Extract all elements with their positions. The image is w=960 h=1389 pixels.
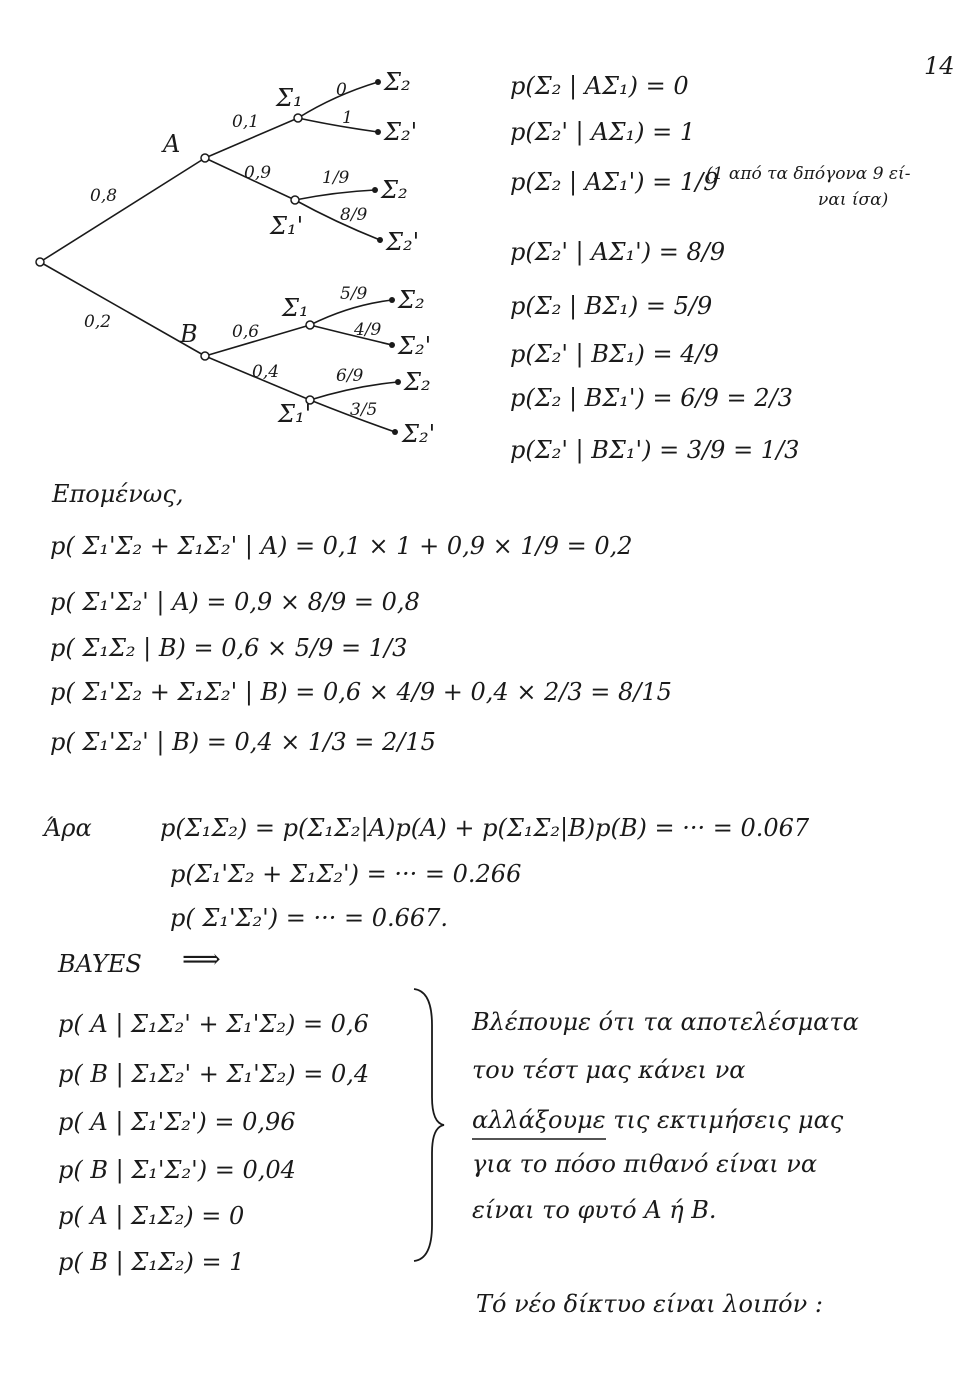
tree-label-B-S1p: Σ₁'	[278, 400, 312, 428]
tree-edge-AS1p-S2	[295, 190, 375, 200]
tree-leaf	[395, 379, 401, 385]
curly-brace	[410, 985, 450, 1265]
ara-line: p( Σ₁'Σ₂') = ··· = 0.667.	[170, 904, 449, 932]
tree-edge-AS1-S2p	[298, 118, 378, 132]
bayes-line: p( A | Σ₁Σ₂' + Σ₁'Σ₂) = 0,6	[58, 1010, 369, 1038]
tree-prob-AS1p-S2p: 8/9	[340, 205, 368, 225]
tree-prob-AS1-S2: 0	[336, 80, 347, 100]
epomenos-label: Επομένως,	[52, 480, 184, 508]
tree-leaf-label: Σ₂'	[384, 118, 418, 146]
remark-line: αλλάξουμε τις εκτιμήσεις μας	[472, 1106, 844, 1134]
conditional-line: p(Σ₂' | AΣ₁) = 1	[510, 118, 696, 146]
closing-line: Τό νέο δίκτυο είναι λοιπόν :	[476, 1290, 823, 1318]
conditional-line: p(Σ₂' | BΣ₁') = 3/9 = 1/3	[510, 436, 800, 464]
tree-prob-B-S1: 0,6	[232, 322, 260, 342]
remark-line: του τέστ μας κάνει να	[472, 1056, 746, 1084]
tree-leaf-label: Σ₂	[381, 176, 408, 204]
bayes-line: p( B | Σ₁Σ₂) = 1	[58, 1248, 245, 1276]
tree-leaf-label: Σ₂'	[386, 228, 420, 256]
tree-prob-BS1p-S2p: 3/5	[350, 400, 378, 420]
tree-leaf	[389, 297, 395, 303]
tree-node-B	[201, 352, 209, 360]
tree-node-A	[201, 154, 209, 162]
tree-prob-B-S1p: 0,4	[252, 362, 280, 382]
tree-leaf	[389, 342, 395, 348]
ara-line: p(Σ₁Σ₂) = p(Σ₁Σ₂|A)p(A) + p(Σ₁Σ₂|B)p(B) = ··· = 0.067	[160, 814, 810, 842]
tree-leaf	[377, 237, 383, 243]
conditional-line: p(Σ₂ | AΣ₁) = 0	[510, 72, 689, 100]
tree-node-AS1p	[291, 196, 299, 204]
tree-prob-AS1p-S2: 1/9	[322, 168, 350, 188]
conditional-note: ναι ίσα)	[818, 190, 889, 210]
remark-line: για το πόσο πιθανό είναι να	[472, 1150, 818, 1178]
tree-leaf	[392, 429, 398, 435]
bayes-label: BAYES	[58, 950, 142, 978]
remark-underline	[472, 1136, 612, 1142]
tree-leaf	[375, 79, 381, 85]
tree-leaf-label: Σ₂	[398, 286, 425, 314]
tree-prob-A-S1p: 0,9	[244, 163, 272, 183]
page-number: 14	[924, 52, 955, 80]
conditional-line: p(Σ₂ | AΣ₁') = 1/9	[510, 168, 719, 196]
bayes-line: p( B | Σ₁Σ₂' + Σ₁'Σ₂) = 0,4	[58, 1060, 370, 1088]
conditional-line: p(Σ₂' | AΣ₁') = 8/9	[510, 238, 726, 266]
tree-node-BS1	[306, 321, 314, 329]
tree-prob-A-S1: 0,1	[232, 112, 260, 132]
bayes-line: p( B | Σ₁'Σ₂') = 0,04	[58, 1156, 296, 1184]
tree-label-A-S1p: Σ₁'	[270, 212, 304, 240]
conditional-note: (1 από τα δπόγονα 9 εί-	[706, 164, 911, 184]
tree-node-AS1	[294, 114, 302, 122]
tree-label-A-S1: Σ₁	[276, 84, 303, 112]
conditional-line: p(Σ₂' | BΣ₁) = 4/9	[510, 340, 719, 368]
conditional-line: p(Σ₂ | BΣ₁') = 6/9 = 2/3	[510, 384, 793, 412]
tree-label-A: A	[163, 130, 181, 158]
tree-leaf	[372, 187, 378, 193]
tree-leaf-label: Σ₂	[384, 68, 411, 96]
bayes-line: p( A | Σ₁Σ₂) = 0	[58, 1202, 245, 1230]
tree-leaf-label: Σ₂'	[402, 420, 436, 448]
tree-label-B: B	[180, 320, 198, 348]
calc-line: p( Σ₁'Σ₂ + Σ₁Σ₂' | A) = 0,1 × 1 + 0,9 × 1/9 = 0,2	[50, 532, 633, 560]
tree-leaf	[375, 129, 381, 135]
remark-line: Βλέπουμε ότι τα αποτελέσματα	[472, 1008, 859, 1036]
tree-prob-BS1-S2p: 4/9	[354, 320, 382, 340]
tree-prob-B: 0,2	[84, 312, 112, 332]
remark-line: είναι το φυτό A ή B.	[472, 1196, 717, 1224]
tree-prob-A: 0,8	[90, 186, 118, 206]
tree-node-root	[36, 258, 44, 266]
tree-prob-AS1-S2p: 1	[342, 108, 353, 128]
tree-edge-root-A	[40, 158, 205, 262]
calc-line: p( Σ₁'Σ₂' | B) = 0,4 × 1/3 = 2/15	[50, 728, 436, 756]
tree-label-B-S1: Σ₁	[282, 294, 309, 322]
tree-prob-BS1p-S2: 6/9	[336, 366, 364, 386]
calc-line: p( Σ₁'Σ₂ + Σ₁Σ₂' | B) = 0,6 × 4/9 + 0,4 × 2/3 = 8/15	[50, 678, 672, 706]
tree-leaf-label: Σ₂'	[398, 332, 432, 360]
ara-label: Άρα	[44, 814, 92, 842]
calc-line: p( Σ₁'Σ₂' | A) = 0,9 × 8/9 = 0,8	[50, 588, 420, 616]
tree-prob-BS1-S2: 5/9	[340, 284, 368, 304]
bayes-line: p( A | Σ₁'Σ₂') = 0,96	[58, 1108, 296, 1136]
bayes-arrow: ⟹	[182, 944, 221, 975]
conditional-line: p(Σ₂ | BΣ₁) = 5/9	[510, 292, 713, 320]
calc-line: p( Σ₁Σ₂ | B) = 0,6 × 5/9 = 1/3	[50, 634, 408, 662]
ara-line: p(Σ₁'Σ₂ + Σ₁Σ₂') = ··· = 0.266	[170, 860, 522, 888]
tree-leaf-label: Σ₂	[404, 368, 431, 396]
